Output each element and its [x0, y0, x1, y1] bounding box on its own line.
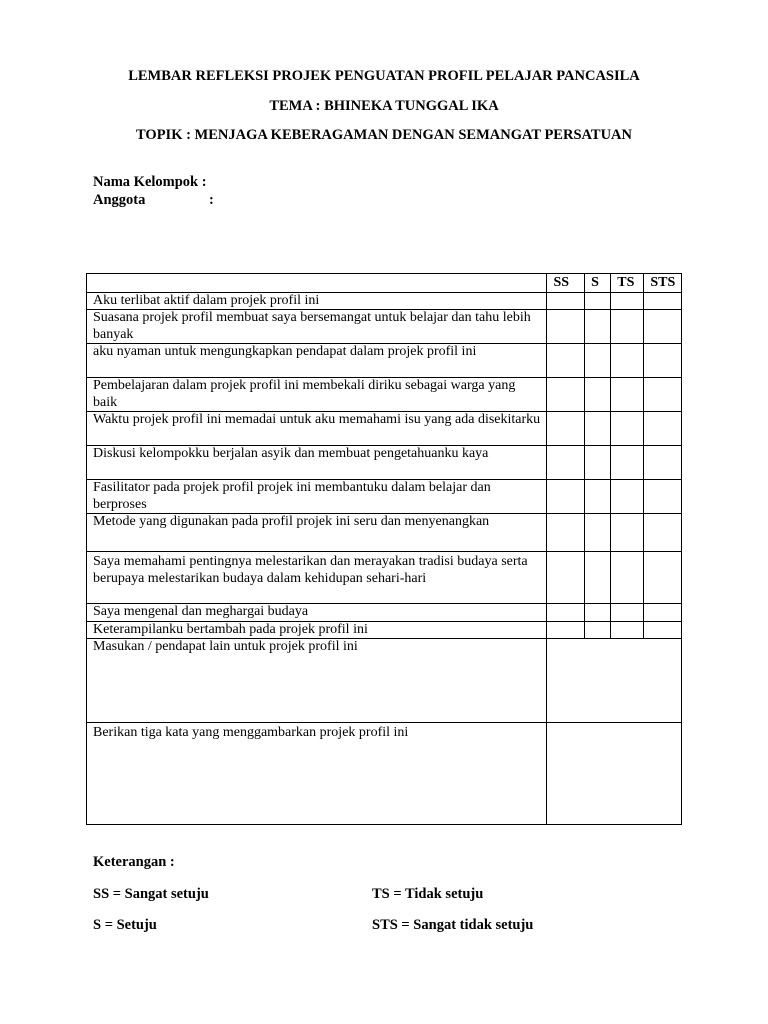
statement-cell: Aku terlibat aktif dalam projek profil ini: [87, 292, 547, 310]
table-row: [87, 480, 682, 514]
document-title: LEMBAR REFLEKSI PROJEK PENGUATAN PROFIL PELAJAR PANCASILA: [128, 68, 640, 84]
statement-cell: Keterampilanku bertambah pada projek profil ini: [87, 621, 547, 639]
header-statement: [87, 274, 547, 293]
members-label: Anggota: [93, 192, 146, 208]
rating-cell-ts[interactable]: [611, 552, 644, 604]
rating-cell-ts[interactable]: [611, 480, 644, 514]
statement-cell: Saya mengenal dan meghargai budaya: [87, 604, 547, 622]
table-row: [87, 621, 682, 639]
rating-cell-ss[interactable]: [547, 621, 585, 639]
header-ts: TS: [611, 274, 644, 293]
rating-cell-sts[interactable]: [644, 446, 682, 480]
statement-cell: Saya memahami pentingnya melestarikan dan merayakan tradisi budaya serta berupaya melestarikan budaya dalam kehidupan sehari-hari: [87, 552, 547, 604]
legend-title: Keterangan :: [93, 854, 175, 870]
group-name-label: Nama Kelompok :: [93, 174, 207, 190]
header-sts: STS: [644, 274, 682, 293]
rating-cell-s[interactable]: [585, 412, 611, 446]
header-s: S: [585, 274, 611, 293]
reflection-table: [86, 273, 682, 825]
rating-cell-ss[interactable]: [547, 446, 585, 480]
rating-cell-ts[interactable]: [611, 412, 644, 446]
rating-cell-ss[interactable]: [547, 514, 585, 552]
rating-cell-sts[interactable]: [644, 552, 682, 604]
rating-cell-sts[interactable]: [644, 310, 682, 344]
rating-cell-sts[interactable]: [644, 378, 682, 412]
statement-cell: Waktu projek profil ini memadai untuk aku memahami isu yang ada disekitarku: [87, 412, 547, 446]
rating-cell-sts[interactable]: [644, 480, 682, 514]
rating-cell-ts[interactable]: [611, 378, 644, 412]
rating-cell-s[interactable]: [585, 378, 611, 412]
rating-cell-sts[interactable]: [644, 621, 682, 639]
rating-cell-ts[interactable]: [611, 604, 644, 622]
rating-cell-s[interactable]: [585, 514, 611, 552]
rating-cell-ss[interactable]: [547, 378, 585, 412]
rating-cell-sts[interactable]: [644, 344, 682, 378]
table-row: [87, 514, 682, 552]
rating-cell-s[interactable]: [585, 480, 611, 514]
rating-cell-ss[interactable]: [547, 552, 585, 604]
statement-cell: aku nyaman untuk mengungkapkan pendapat dalam projek profil ini: [87, 344, 547, 378]
rating-cell-ss[interactable]: [547, 310, 585, 344]
legend-ts: TS = Tidak setuju: [372, 886, 484, 902]
group-info: [93, 173, 214, 209]
legend-ss: SS = Sangat setuju: [93, 886, 209, 902]
rating-cell-ts[interactable]: [611, 344, 644, 378]
table-row: [87, 310, 682, 344]
three-words-answer-cell[interactable]: [547, 723, 682, 825]
rating-cell-s[interactable]: [585, 310, 611, 344]
rating-cell-ts[interactable]: [611, 621, 644, 639]
statement-cell: Diskusi kelompokku berjalan asyik dan membuat pengetahuanku kaya: [87, 446, 547, 480]
rating-cell-ss[interactable]: [547, 480, 585, 514]
table-row: [87, 344, 682, 378]
table-row: [87, 604, 682, 622]
rating-cell-ss[interactable]: [547, 412, 585, 446]
feedback-label: Masukan / pendapat lain untuk projek profil ini: [87, 639, 547, 723]
three-words-row: [87, 723, 682, 825]
statement-cell: Fasilitator pada projek profil projek ini membantuku dalam belajar dan berproses: [87, 480, 547, 514]
rating-cell-ss[interactable]: [547, 344, 585, 378]
table-row: [87, 552, 682, 604]
rating-cell-sts[interactable]: [644, 514, 682, 552]
table-row: [87, 292, 682, 310]
document-theme: TEMA : BHINEKA TUNGGAL IKA: [269, 98, 499, 114]
members-colon: :: [209, 192, 214, 208]
rating-cell-ts[interactable]: [611, 292, 644, 310]
legend-s: S = Setuju: [93, 917, 157, 933]
table-row: [87, 412, 682, 446]
legend-sts: STS = Sangat tidak setuju: [372, 917, 534, 933]
table-header-row: [87, 274, 682, 293]
rating-cell-ss[interactable]: [547, 292, 585, 310]
rating-cell-s[interactable]: [585, 344, 611, 378]
feedback-answer-cell[interactable]: [547, 639, 682, 723]
table-row: [87, 446, 682, 480]
rating-cell-s[interactable]: [585, 292, 611, 310]
rating-cell-sts[interactable]: [644, 292, 682, 310]
table-row: [87, 378, 682, 412]
three-words-label: Berikan tiga kata yang menggambarkan projek profil ini: [87, 723, 547, 825]
rating-cell-s[interactable]: [585, 604, 611, 622]
statement-cell: Suasana projek profil membuat saya bersemangat untuk belajar dan tahu lebih banyak: [87, 310, 547, 344]
rating-cell-s[interactable]: [585, 552, 611, 604]
rating-cell-ss[interactable]: [547, 604, 585, 622]
rating-cell-sts[interactable]: [644, 604, 682, 622]
rating-cell-ts[interactable]: [611, 514, 644, 552]
rating-cell-ts[interactable]: [611, 310, 644, 344]
rating-cell-s[interactable]: [585, 621, 611, 639]
rating-cell-s[interactable]: [585, 446, 611, 480]
header-ss: SS: [547, 274, 585, 293]
feedback-row: [87, 639, 682, 723]
statement-cell: Metode yang digunakan pada profil projek ini seru dan menyenangkan: [87, 514, 547, 552]
rating-cell-ts[interactable]: [611, 446, 644, 480]
statement-cell: Pembelajaran dalam projek profil ini membekali diriku sebagai warga yang baik: [87, 378, 547, 412]
document-topic: TOPIK : MENJAGA KEBERAGAMAN DENGAN SEMANGAT PERSATUAN: [136, 127, 632, 143]
rating-cell-sts[interactable]: [644, 412, 682, 446]
